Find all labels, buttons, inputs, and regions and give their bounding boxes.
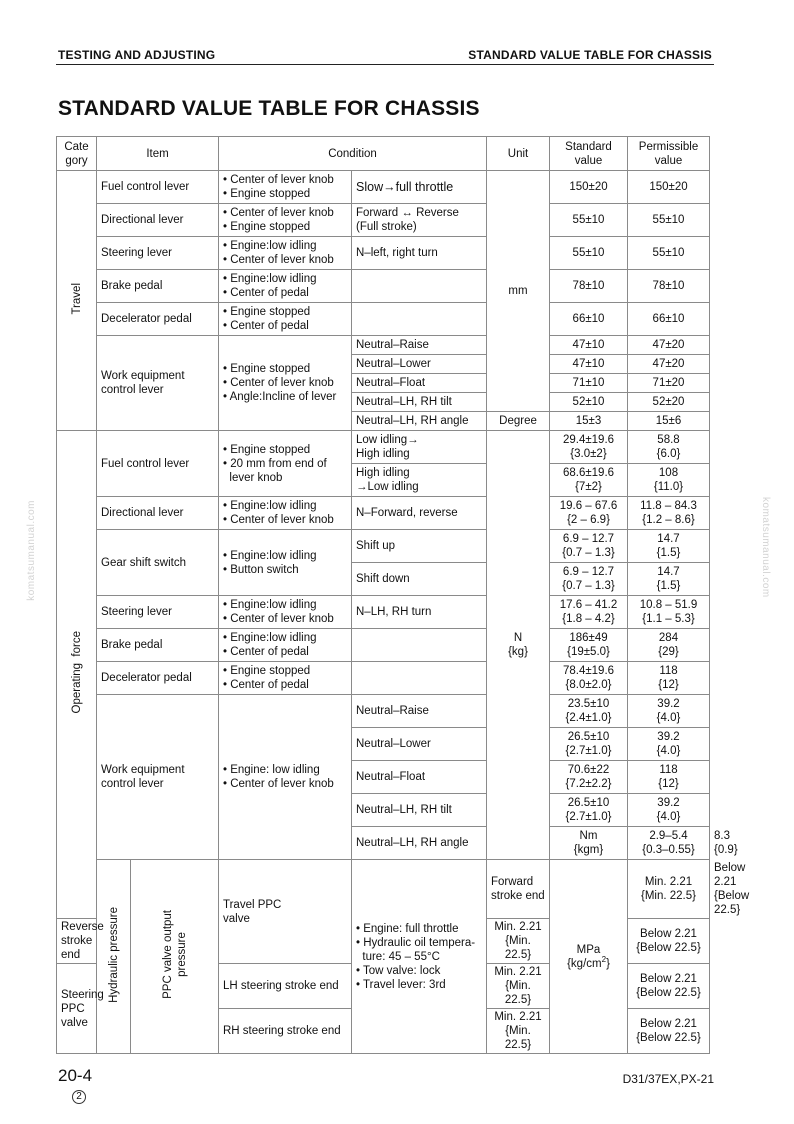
permissible-value: 55±10: [628, 237, 710, 270]
condition-cell: • Engine: low idling • Center of lever knob: [219, 695, 352, 860]
standard-value: 55±10: [550, 237, 628, 270]
item-label: Brake pedal: [97, 270, 219, 303]
sub-condition: Neutral–Lower: [352, 355, 487, 374]
standard-value: 15±3: [550, 412, 628, 431]
unit-cell: MPa $\{kg/cm^2\}$: [550, 860, 628, 1054]
item-label: Directional lever: [97, 204, 219, 237]
sub-condition: Low idling→ High idling: [352, 431, 487, 464]
unit-cell: mm: [487, 171, 550, 412]
sub-condition: Slow→full throttle: [352, 171, 487, 204]
condition-cell: • Engine:low idling • Button switch: [219, 530, 352, 596]
permissible-value: 39.2 {4.0}: [628, 695, 710, 728]
condition-cell: • Engine stopped • Center of pedal: [219, 303, 352, 336]
standard-value: 17.6 – 41.2 {1.8 – 4.2}: [550, 596, 628, 629]
permissible-value: 10.8 – 51.9 {1.1 – 5.3}: [628, 596, 710, 629]
permissible-value: 150±20: [628, 171, 710, 204]
sub-condition: Neutral–LH, RH tilt: [352, 794, 487, 827]
item-label: Steering lever: [97, 237, 219, 270]
sub-condition: Forward stroke end: [487, 860, 550, 919]
standard-value: 47±10: [550, 336, 628, 355]
table-row: [57, 629, 710, 662]
standard-value: 2.9–5.4 {0.3–0.55}: [628, 827, 710, 860]
item-label: Brake pedal: [97, 629, 219, 662]
model-number: D31/37EX,PX-21: [622, 1072, 714, 1086]
sub-condition: Neutral–LH, RH tilt: [352, 393, 487, 412]
header-divider: [56, 64, 714, 65]
sub-condition: Shift up: [352, 530, 487, 563]
item-label: Work equipment control lever: [97, 695, 219, 860]
table-row: [57, 336, 710, 355]
permissible-value: 14.7 {1.5}: [628, 530, 710, 563]
standard-value: 47±10: [550, 355, 628, 374]
permissible-value: 66±10: [628, 303, 710, 336]
table-row: [57, 695, 710, 728]
permissible-value: 39.2 {4.0}: [628, 794, 710, 827]
standard-value: 55±10: [550, 204, 628, 237]
sub-condition: Reverse stroke end: [57, 919, 97, 964]
standard-value: 6.9 – 12.7 {0.7 – 1.3}: [550, 530, 628, 563]
condition-cell: • Engine: full throttle • Hydraulic oil tempera- ture: 45 – 55°C • Tow valve: lock • Travel lever: 3rd: [352, 860, 487, 1054]
condition-cell: • Engine stopped • Center of pedal: [219, 662, 352, 695]
watermark-right: komatsumanual.com: [760, 497, 771, 598]
table-row: Hydraulic pressure PPC valve output pressure Travel PPC valve • Engine: full throttle • Hydraulic oil tempera- ture: 45 – 55°C • Tow valve: lock • Travel lever: 3rd Forward stroke end MPa $\{kg/cm^2\}$ Min. 2.21 {Min. 22.5} Below 2.21 {Below 22.5}: [57, 860, 710, 919]
standard-value: 23.5±10 {2.4±1.0}: [550, 695, 628, 728]
permissible-value: 71±20: [628, 374, 710, 393]
standard-value: 150±20: [550, 171, 628, 204]
permissible-value: 108 {11.0}: [628, 464, 710, 497]
col-unit: Unit: [487, 137, 550, 171]
col-permissible: Permissible value: [628, 137, 710, 171]
sub-condition: [352, 303, 487, 336]
permissible-value: 11.8 – 84.3 {1.2 – 8.6}: [628, 497, 710, 530]
table-row: [57, 237, 710, 270]
unit-cell: Nm {kgm}: [550, 827, 628, 860]
permissible-value: 47±20: [628, 336, 710, 355]
subcategory-ppc-output-pressure: PPC valve output pressure: [131, 860, 219, 1054]
table-row: [57, 497, 710, 530]
item-label: Fuel control lever: [97, 171, 219, 204]
table-row: [57, 662, 710, 695]
table-row: [57, 171, 710, 204]
page-title: STANDARD VALUE TABLE FOR CHASSIS: [58, 97, 480, 120]
standard-value: 26.5±10 {2.7±1.0}: [550, 728, 628, 761]
item-label: Decelerator pedal: [97, 303, 219, 336]
sub-condition: Neutral–Raise: [352, 695, 487, 728]
sub-condition: RH steering stroke end: [219, 1009, 352, 1054]
sub-condition: [352, 662, 487, 695]
item-label: Work equipment control lever: [97, 336, 219, 431]
permissible-value: 284 {29}: [628, 629, 710, 662]
condition-cell: • Engine:low idling • Center of lever knob: [219, 237, 352, 270]
item-label: Fuel control lever: [97, 431, 219, 497]
item-label: Directional lever: [97, 497, 219, 530]
sub-condition: Neutral–Float: [352, 761, 487, 794]
item-label: Travel PPC valve: [219, 860, 352, 964]
sub-condition: N–LH, RH turn: [352, 596, 487, 629]
unit-cell: N {kg}: [487, 431, 550, 860]
table-row: [57, 530, 710, 563]
sub-condition: N–left, right turn: [352, 237, 487, 270]
permissible-value: 14.7 {1.5}: [628, 563, 710, 596]
standard-value: 68.6±19.6 {7±2}: [550, 464, 628, 497]
standard-value: Min. 2.21 {Min. 22.5}: [487, 1009, 550, 1054]
permissible-value: 78±10: [628, 270, 710, 303]
item-label: Gear shift switch: [97, 530, 219, 596]
sub-condition: [352, 629, 487, 662]
sub-condition: [352, 270, 487, 303]
permissible-value: Below 2.21 {Below 22.5}: [628, 919, 710, 964]
col-category: Cate gory: [57, 137, 97, 171]
standard-value-table: [56, 136, 750, 1054]
table-row: Neutral–LH, RH angle Nm {kgm} 2.9–5.4 {0.3–0.55} 8.3 {0.9}: [57, 827, 710, 860]
standard-value: Min. 2.21 {Min. 22.5}: [487, 964, 550, 1009]
condition-cell: • Engine:low idling • Center of lever knob: [219, 497, 352, 530]
standard-value: 70.6±22 {7.2±2.2}: [550, 761, 628, 794]
permissible-value: 15±6: [628, 412, 710, 431]
condition-cell: • Engine:low idling • Center of pedal: [219, 629, 352, 662]
standard-value: 26.5±10 {2.7±1.0}: [550, 794, 628, 827]
table-row: [57, 204, 710, 237]
revision-mark: 2: [72, 1090, 86, 1104]
watermark-left: komatsumanual.com: [26, 500, 37, 601]
sub-condition: Neutral–Lower: [352, 728, 487, 761]
sub-condition: Neutral–LH, RH angle: [352, 412, 487, 431]
permissible-value: Below 2.21 {Below 22.5}: [628, 964, 710, 1009]
table-row: [57, 303, 710, 336]
permissible-value: 55±10: [628, 204, 710, 237]
permissible-value: 52±20: [628, 393, 710, 412]
permissible-value: 47±20: [628, 355, 710, 374]
permissible-value: 58.8 {6.0}: [628, 431, 710, 464]
permissible-value: 118 {12}: [628, 761, 710, 794]
table-header-row: [57, 137, 710, 171]
category-travel: Travel: [57, 171, 97, 431]
sub-condition: Neutral–Float: [352, 374, 487, 393]
sub-condition: LH steering stroke end: [219, 964, 352, 1009]
header-page-title: STANDARD VALUE TABLE FOR CHASSIS: [468, 48, 712, 62]
condition-cell: • Engine stopped • 20 mm from end of lever knob: [219, 431, 352, 497]
condition-cell: • Center of lever knob • Engine stopped: [219, 171, 352, 204]
item-label: Steering PPC valve: [57, 964, 97, 1054]
col-item: Item: [97, 137, 219, 171]
item-label: Steering lever: [97, 596, 219, 629]
sub-condition: Neutral–Raise: [352, 336, 487, 355]
sub-condition: High idling →Low idling: [352, 464, 487, 497]
item-label: Decelerator pedal: [97, 662, 219, 695]
permissible-value: 118 {12}: [628, 662, 710, 695]
standard-value: 19.6 – 67.6 {2 – 6.9}: [550, 497, 628, 530]
sub-condition: Neutral–LH, RH angle: [352, 827, 487, 860]
sub-condition: Forward ↔ Reverse (Full stroke): [352, 204, 487, 237]
table-row: [57, 270, 710, 303]
condition-cell: • Engine stopped • Center of lever knob • Angle:Incline of lever: [219, 336, 352, 431]
standard-value: Min. 2.21 {Min. 22.5}: [487, 919, 550, 964]
standard-value: 71±10: [550, 374, 628, 393]
sub-condition: N–Forward, reverse: [352, 497, 487, 530]
permissible-value: 39.2 {4.0}: [628, 728, 710, 761]
condition-cell: • Engine:low idling • Center of lever knob: [219, 596, 352, 629]
standard-value: 186±49 {19±5.0}: [550, 629, 628, 662]
header-section-title: TESTING AND ADJUSTING: [58, 48, 216, 62]
page-number: 20-4: [58, 1066, 93, 1085]
col-standard: Standard value: [550, 137, 628, 171]
standard-value: Min. 2.21 {Min. 22.5}: [628, 860, 710, 919]
table-row: [57, 596, 710, 629]
permissible-value: Below 2.21 {Below 22.5}: [628, 1009, 710, 1054]
standard-value: 52±10: [550, 393, 628, 412]
table-row: [57, 431, 710, 464]
standard-value: 66±10: [550, 303, 628, 336]
standard-value: 78.4±19.6 {8.0±2.0}: [550, 662, 628, 695]
category-operating-force: Operating force: [57, 431, 97, 919]
condition-cell: • Engine:low idling • Center of pedal: [219, 270, 352, 303]
category-hydraulic-pressure: Hydraulic pressure: [97, 860, 131, 1054]
sub-condition: Shift down: [352, 563, 487, 596]
standard-value: 6.9 – 12.7 {0.7 – 1.3}: [550, 563, 628, 596]
standard-value: 78±10: [550, 270, 628, 303]
unit-cell: Degree: [487, 412, 550, 431]
standard-value: 29.4±19.6 {3.0±2}: [550, 431, 628, 464]
condition-cell: • Center of lever knob • Engine stopped: [219, 204, 352, 237]
col-condition: Condition: [219, 137, 487, 171]
